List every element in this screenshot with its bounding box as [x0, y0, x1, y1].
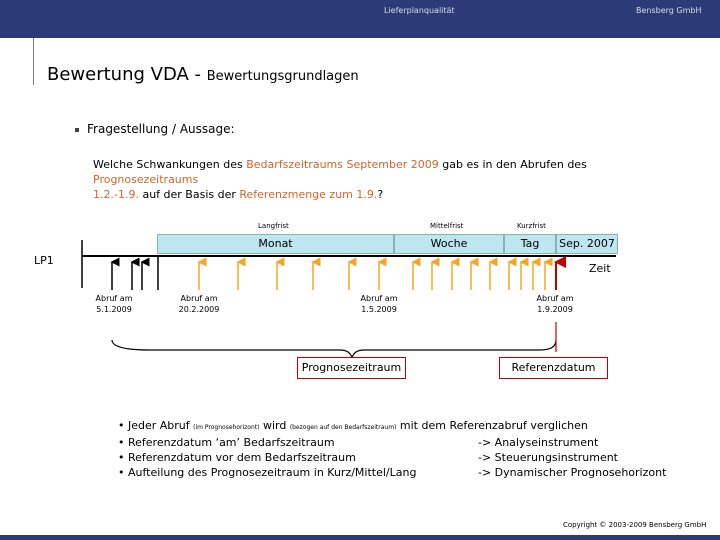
abruf-label-4 [525, 293, 585, 315]
bar-sep-2007: Sep. 2007 [556, 234, 618, 254]
question-highlight: Prognosezeitraums [93, 173, 199, 186]
bullet-result: -> Analyseinstrument [478, 436, 599, 449]
bullet-result: -> Dynamischer Prognosehorizont [478, 466, 667, 479]
header-company: Bensberg GmbH [636, 6, 702, 15]
abruf-label-line: Abruf am [360, 294, 398, 303]
page-title-sub: Bewertungsgrundlagen [206, 69, 359, 84]
abruf-label-date: 5.1.2009 [96, 305, 132, 314]
abruf-label-line: Abruf am [180, 294, 218, 303]
abruf-label-3 [349, 293, 409, 315]
abruf-label-date: 1.5.2009 [361, 305, 397, 314]
question-part: Welche Schwankungen des [93, 158, 247, 171]
question-part: ? [377, 188, 384, 201]
bullet-note: (bezogen auf den Bedarfszeitraum) [289, 424, 397, 431]
zeit-label: Zeit [589, 262, 611, 275]
label-kurzfrist: Kurzfrist [517, 222, 546, 230]
header-title: Lieferplanqualität [384, 6, 455, 15]
abruf-label-1 [84, 293, 144, 315]
question-part: gab es in den Abrufen des [438, 158, 587, 171]
prognose-brace [112, 340, 556, 358]
bar-monat: Monat [157, 234, 394, 254]
bullet-text: Aufteilung des Prognosezeitraum in Kurz/Mittel/Lang [128, 466, 417, 479]
bullet-note: (im Prognosehorizont) [193, 424, 260, 431]
label-langfrist: Langfrist [258, 222, 289, 230]
referenzdatum-box: Referenzdatum [499, 357, 608, 379]
bar-woche: Woche [394, 234, 504, 254]
bullet-item: • Jeder Abruf (im Prognosehorizont) wird (bezogen auf den Bedarfszeitraum) mit dem Referenzabruf verglichen [118, 419, 588, 432]
bullet-text: wird [259, 419, 290, 432]
question-highlight: Referenzmenge zum 1.9. [239, 188, 378, 201]
abruf-label-2 [169, 293, 229, 315]
bullet-list [118, 418, 678, 480]
bullet-text: Referenzdatum vor dem Bedarfszeitraum [128, 451, 356, 464]
bullet-item: • Aufteilung des Prognosezeitraum in Kurz/Mittel/Lang -> Dynamischer Prognosehorizont [118, 466, 667, 479]
abruf-label-date: 1.9.2009 [537, 305, 573, 314]
bullet-text: Referenzdatum ‘am’ Bedarfszeitraum [128, 436, 335, 449]
prognosezeitraum-box: Prognosezeitraum [297, 357, 406, 379]
question-highlight: 1.2.-1.9. [93, 188, 139, 201]
page-title-main: Bewertung VDA - [47, 64, 207, 85]
question-part: auf der Basis der [138, 188, 240, 201]
bullet-text: mit dem Referenzabruf verglichen [396, 419, 588, 432]
footer-bar [0, 535, 720, 540]
copyright: Copyright © 2003-2009 Bensberg GmbH [563, 521, 707, 529]
abruf-label-line: Abruf am [536, 294, 574, 303]
abruf-label-date: 20.2.2009 [178, 305, 220, 314]
question-highlight: Bedarfszeitraums September 2009 [246, 158, 439, 171]
bullet-text: Jeder Abruf [128, 419, 194, 432]
label-mittelfrist: Mittelfrist [430, 222, 464, 230]
bar-tag: Tag [504, 234, 556, 254]
abruf-label-line: Abruf am [95, 294, 133, 303]
bullet-item: • Referenzdatum vor dem Bedarfszeitraum -> Steuerungsinstrument [118, 451, 618, 464]
bullet-item: • Referenzdatum ‘am’ Bedarfszeitraum -> Analyseinstrument [118, 436, 599, 449]
bullet-heading-text: Fragestellung / Aussage: [87, 122, 235, 136]
bullet-result: -> Steuerungsinstrument [478, 451, 618, 464]
lp1-label: LP1 [34, 254, 54, 267]
